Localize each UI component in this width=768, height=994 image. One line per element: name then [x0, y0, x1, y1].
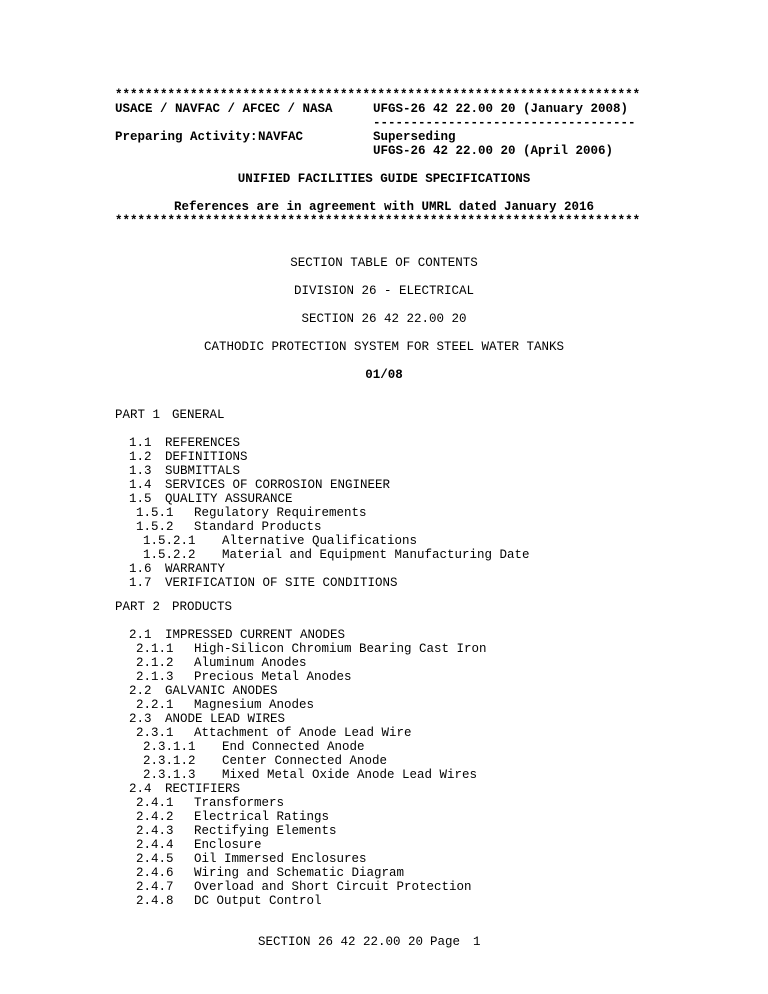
toc-item-num: 2.1.1: [136, 642, 174, 656]
toc-item-num: 1.2: [129, 450, 152, 464]
toc-item-title: Material and Equipment Manufacturing Date: [222, 548, 530, 562]
toc-item-num: 1.5.2: [136, 520, 174, 534]
toc-item-title: IMPRESSED CURRENT ANODES: [165, 628, 346, 642]
toc-item-num: 2.4.7: [136, 880, 174, 894]
part2-number: PART 2: [115, 600, 161, 614]
part1-title: GENERAL: [172, 408, 225, 422]
toc-item-num: 2.4.3: [136, 824, 174, 838]
toc-item-title: Mixed Metal Oxide Anode Lead Wires: [222, 768, 478, 782]
footer-page-label: Page: [430, 935, 461, 949]
guide-title: UNIFIED FACILITIES GUIDE SPECIFICATIONS: [237, 172, 531, 186]
toc-item-num: 2.3.1: [136, 726, 174, 740]
toc-item-title: Oil Immersed Enclosures: [194, 852, 367, 866]
toc-item-title: Alternative Qualifications: [222, 534, 418, 548]
toc-item-num: 1.4: [129, 478, 152, 492]
toc-item-title: DEFINITIONS: [165, 450, 248, 464]
toc-item-title: VERIFICATION OF SITE CONDITIONS: [165, 576, 398, 590]
toc-item-title: End Connected Anode: [222, 740, 365, 754]
section-date: 01/08: [365, 368, 403, 382]
toc-item-num: 1.1: [129, 436, 152, 450]
toc-item-title: QUALITY ASSURANCE: [165, 492, 293, 506]
toc-item-num: 1.5.2.1: [143, 534, 196, 548]
toc-item-num: 2.1: [129, 628, 152, 642]
toc-item-num: 2.3.1.1: [143, 740, 196, 754]
toc-item-num: 2.3.1.3: [143, 768, 196, 782]
toc-item-num: 2.4: [129, 782, 152, 796]
section-title: SECTION 26 42 22.00 20: [301, 312, 467, 326]
toc-item-title: High-Silicon Chromium Bearing Cast Iron: [194, 642, 487, 656]
toc-item-title: WARRANTY: [165, 562, 226, 576]
toc-item-num: 2.3: [129, 712, 152, 726]
toc-item-title: Attachment of Anode Lead Wire: [194, 726, 412, 740]
ufgs-id: UFGS-26 42 22.00 20 (January 2008): [373, 102, 629, 116]
toc-item-title: REFERENCES: [165, 436, 241, 450]
toc-item-title: Standard Products: [194, 520, 322, 534]
superseding-label: Superseding: [373, 130, 456, 144]
star-rule-bottom: **********************************************************************: [115, 214, 641, 228]
part2-title: PRODUCTS: [172, 600, 233, 614]
toc-item-title: Electrical Ratings: [194, 810, 330, 824]
toc-item-num: 2.1.3: [136, 670, 174, 684]
toc-item-num: 1.7: [129, 576, 152, 590]
toc-item-num: 2.1.2: [136, 656, 174, 670]
toc-item-title: SERVICES OF CORROSION ENGINEER: [165, 478, 391, 492]
toc-item-num: 1.5: [129, 492, 152, 506]
preparing-activity-value: NAVFAC: [258, 130, 304, 144]
toc-item-num: 2.4.1: [136, 796, 174, 810]
toc-item-title: ANODE LEAD WIRES: [165, 712, 286, 726]
toc-item-num: 2.4.4: [136, 838, 174, 852]
toc-item-num: 2.4.8: [136, 894, 174, 908]
toc-item-title: Enclosure: [194, 838, 262, 852]
references-note: References are in agreement with UMRL dated January 2016: [173, 200, 595, 214]
toc-item-title: Precious Metal Anodes: [194, 670, 352, 684]
superseding-id: UFGS-26 42 22.00 20 (April 2006): [373, 144, 614, 158]
toc-item-title: DC Output Control: [194, 894, 322, 908]
footer-page-number: 1: [473, 935, 481, 949]
toc-item-num: 2.2.1: [136, 698, 174, 712]
toc-item-num: 1.5.1: [136, 506, 174, 520]
toc-item-title: Rectifying Elements: [194, 824, 337, 838]
subject-title: CATHODIC PROTECTION SYSTEM FOR STEEL WATER TANKS: [203, 340, 565, 354]
toc-item-num: 1.5.2.2: [143, 548, 196, 562]
toc-item-num: 2.4.2: [136, 810, 174, 824]
toc-item-title: SUBMITTALS: [165, 464, 241, 478]
toc-item-title: RECTIFIERS: [165, 782, 241, 796]
toc-item-num: 2.2: [129, 684, 152, 698]
toc-item-title: Center Connected Anode: [222, 754, 388, 768]
star-rule-top: **********************************************************************: [115, 88, 641, 102]
toc-item-num: 1.6: [129, 562, 152, 576]
toc-item-num: 2.4.5: [136, 852, 174, 866]
toc-item-title: Wiring and Schematic Diagram: [194, 866, 405, 880]
part1-number: PART 1: [115, 408, 161, 422]
footer-section: SECTION 26 42 22.00 20: [258, 935, 424, 949]
division-title: DIVISION 26 - ELECTRICAL: [293, 284, 475, 298]
preparing-activity-label: Preparing Activity:: [115, 130, 258, 144]
dash-rule: -----------------------------------: [373, 116, 636, 130]
toc-item-title: Regulatory Requirements: [194, 506, 367, 520]
toc-item-title: GALVANIC ANODES: [165, 684, 278, 698]
toc-item-title: Aluminum Anodes: [194, 656, 307, 670]
toc-item-num: 1.3: [129, 464, 152, 478]
toc-item-title: Magnesium Anodes: [194, 698, 315, 712]
toc-item-num: 2.4.6: [136, 866, 174, 880]
toc-item-title: Transformers: [194, 796, 285, 810]
toc-title: SECTION TABLE OF CONTENTS: [290, 256, 478, 270]
toc-item-num: 2.3.1.2: [143, 754, 196, 768]
toc-item-title: Overload and Short Circuit Protection: [194, 880, 472, 894]
agencies: USACE / NAVFAC / AFCEC / NASA: [115, 102, 333, 116]
